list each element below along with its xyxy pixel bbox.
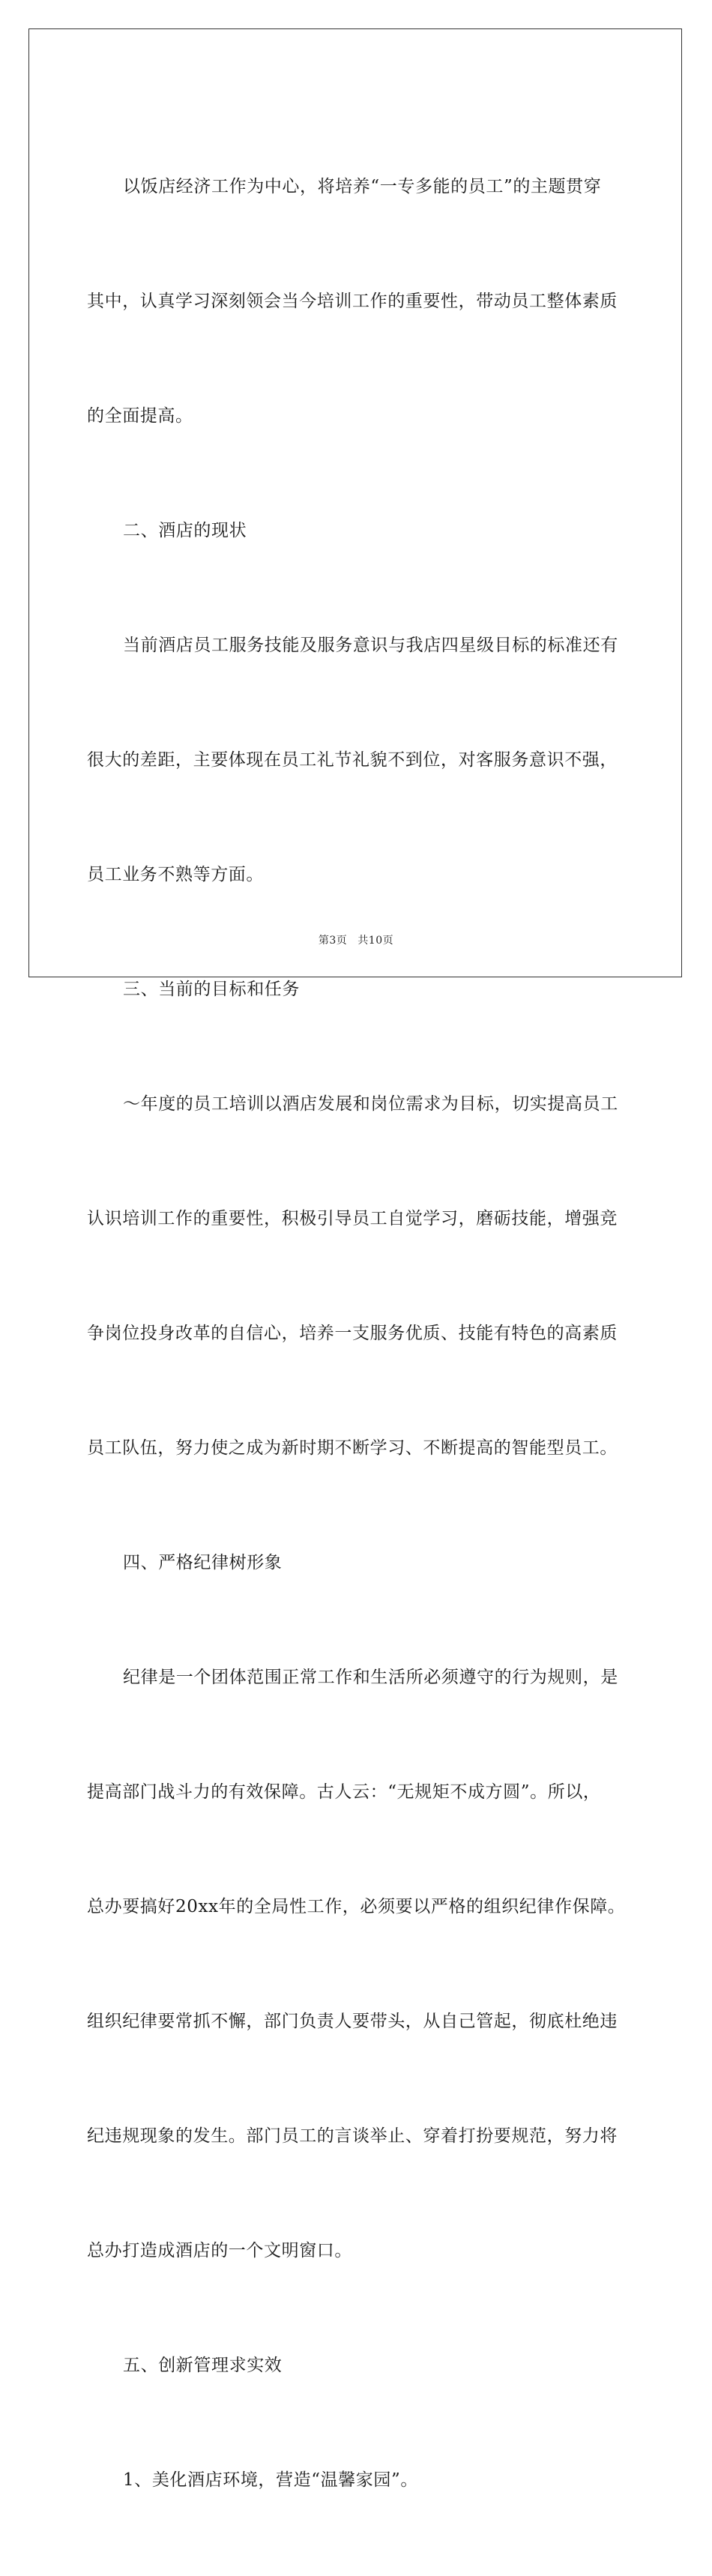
- page-total: 共10页: [357, 935, 394, 947]
- text-line: 总办打造成酒店的一个文明窗口。: [87, 2241, 352, 2260]
- section-heading: 二、酒店的现状: [123, 521, 247, 540]
- text-line: 很大的差距，主要体现在员工礼节礼貌不到位，对客服务意识不强，: [87, 750, 618, 770]
- text-line: ～年度的员工培训以酒店发展和岗位需求为目标，切实提高员工: [123, 1094, 618, 1114]
- page-footer: [0, 932, 712, 947]
- text-line: 提高部门战斗力的有效保障。古人云：“无规矩不成方圆”。所以，: [87, 1782, 601, 1802]
- text-line: 纪律是一个团体范围正常工作和生活所必须遵守的行为规则，是: [123, 1668, 618, 1687]
- text-line: 组织纪律要常抓不懈，部门负责人要带头，从自己管起，彻底杜绝违: [87, 2012, 618, 2031]
- text-line: 纪违规现象的发生。部门员工的言谈举止、穿着打扮要规范，努力将: [87, 2126, 618, 2146]
- section-heading: 三、当前的目标和任务: [123, 980, 300, 999]
- text-line: 认识培训工作的重要性，积极引导员工自觉学习，磨砺技能，增强竞: [87, 1209, 618, 1228]
- text-line: 总办要搞好20xx年的全局性工作，必须要以严格的组织纪律作保障。: [87, 1897, 626, 1916]
- text-block: [87, 91, 628, 2576]
- section-heading: 五、创新管理求实效: [123, 2356, 283, 2375]
- text-line: 员工队伍，努力使之成为新时期不断学习、不断提高的智能型员工。: [87, 1438, 618, 1458]
- page-number: 第3页: [318, 935, 348, 947]
- document-body: [87, 91, 628, 2576]
- section-heading: 四、严格纪律树形象: [123, 1553, 283, 1572]
- text-line: 的全面提高。: [87, 406, 193, 426]
- text-line: 员工业务不熟等方面。: [87, 865, 264, 884]
- text-line: 当前酒店员工服务技能及服务意识与我店四星级目标的标准还有: [123, 636, 618, 655]
- text-line: 以饭店经济工作为中心，将培养“一专多能的员工”的主题贯穿: [123, 177, 602, 196]
- text-line: 争岗位投身改革的自信心，培养一支服务优质、技能有特色的高素质: [87, 1324, 618, 1343]
- text-line: 1、美化酒店环境，营造“温馨家园”。: [123, 2470, 418, 2490]
- text-line: 其中，认真学习深刻领会当今培训工作的重要性，带动员工整体素质: [87, 292, 618, 311]
